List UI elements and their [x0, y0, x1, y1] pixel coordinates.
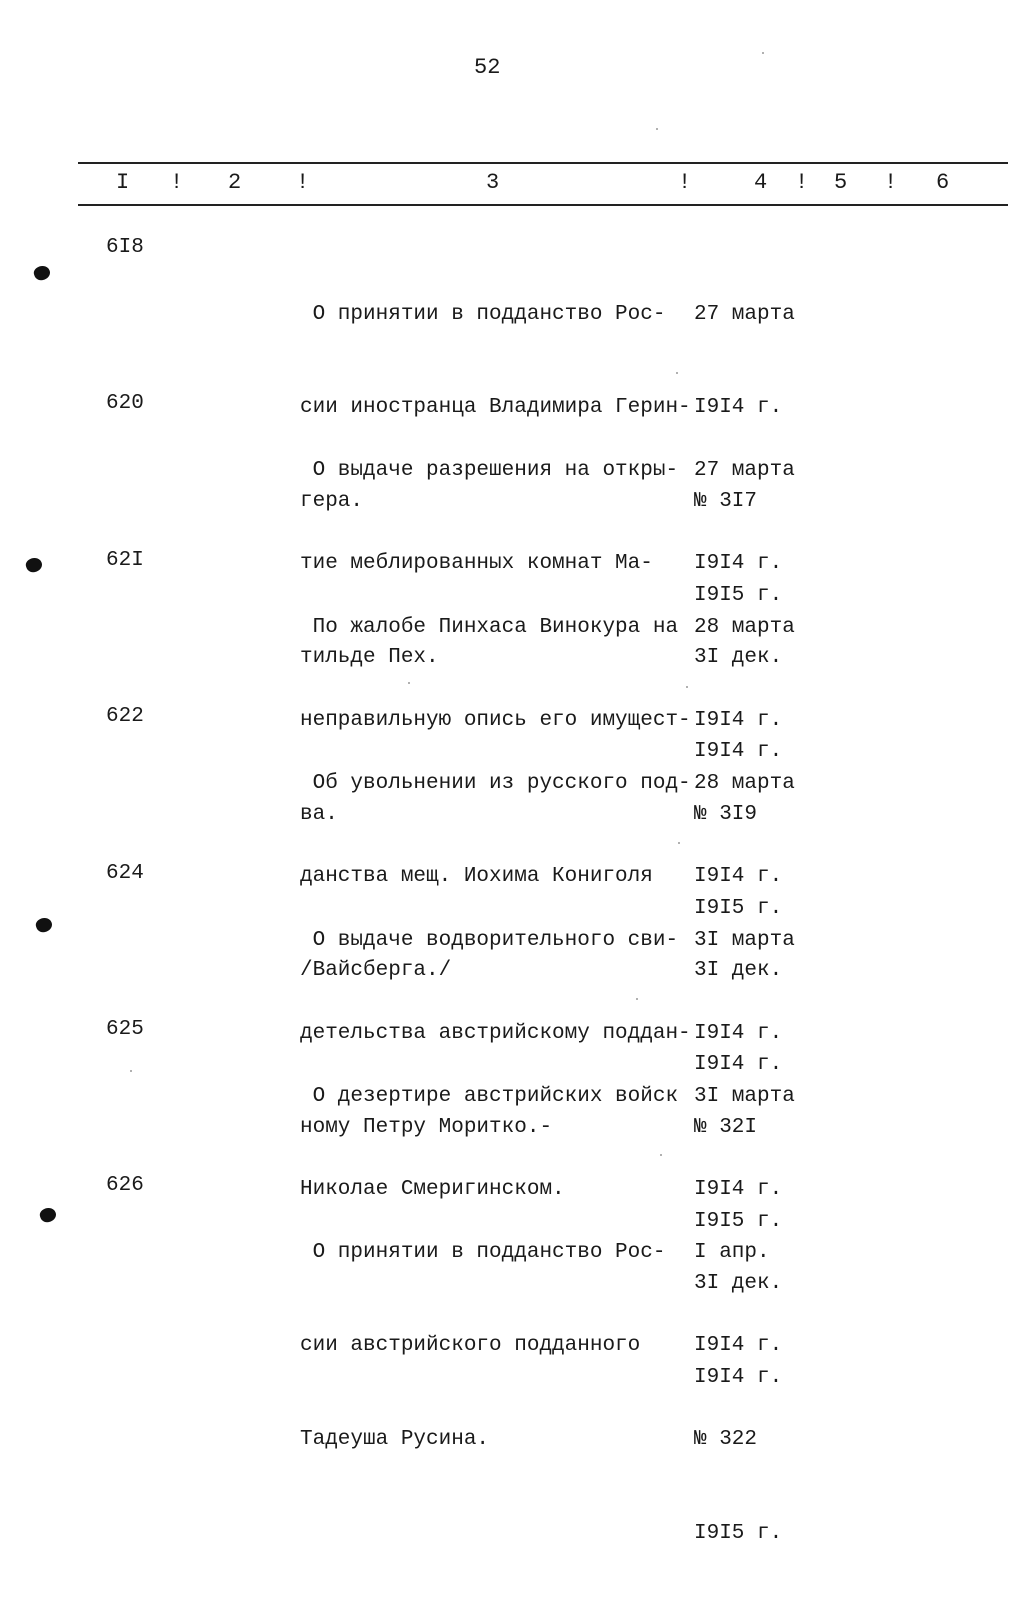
date-line: 27 марта: [694, 302, 795, 326]
column-header-5: 5: [834, 170, 848, 195]
description-line: ва.: [300, 803, 338, 827]
description-line: О выдаче разрешения на откры-: [300, 458, 679, 482]
date-line: 3I марта: [694, 928, 795, 952]
description-line: О принятии в подданство Рос-: [300, 1240, 666, 1264]
entry-number: 622: [106, 705, 144, 728]
description-line: ному Петру Моритко.-: [300, 1116, 553, 1140]
date-line: I9I4 г.: [694, 1053, 783, 1077]
page-number: 52: [474, 55, 501, 80]
date-line: 3I марта: [694, 1084, 795, 1108]
date-line: 28 марта: [694, 771, 795, 795]
description-line: сии австрийского подданного: [300, 1334, 641, 1358]
date-line: I9I4 г.: [694, 396, 783, 420]
description-line: О принятии в подданство Рос-: [300, 302, 666, 326]
date-line: 28 марта: [694, 615, 795, 639]
scan-speck: [636, 998, 638, 1000]
description-line: О выдаче водворительного сви-: [300, 928, 679, 952]
date-line: I9I4 г.: [694, 865, 783, 889]
description-line: гера.: [300, 490, 364, 514]
date-line: I9I4 г.: [694, 1334, 783, 1358]
date-line: I9I4 г.: [694, 1178, 783, 1202]
column-header-6: 6: [936, 170, 950, 195]
entry-number: 62I: [106, 549, 144, 572]
column-header-3: 3: [486, 170, 500, 195]
description-line: О дезертире австрийских войск: [300, 1084, 679, 1108]
description-line: тильде Пех.: [300, 646, 439, 670]
date-line: № 3I7: [694, 490, 758, 514]
date-line: № 32I: [694, 1116, 758, 1140]
scan-speck: [656, 128, 658, 130]
entry-number: 625: [106, 1018, 144, 1041]
entry-number: 620: [106, 392, 144, 415]
description-line: Об увольнении из русского под-: [300, 771, 691, 795]
column-separator: !: [795, 170, 809, 195]
header-top-rule: [78, 162, 1008, 164]
scan-speck: [762, 52, 764, 54]
date-line: I апр.: [694, 1240, 770, 1264]
scan-speck: [660, 1154, 662, 1156]
description-line: тие меблированных комнат Ма-: [300, 552, 653, 576]
column-header-2: 2: [228, 170, 242, 195]
date-line: № 322: [694, 1428, 758, 1452]
description-line: сии иностранца Владимира Герин-: [300, 396, 691, 420]
date-line: № 3I9: [694, 803, 758, 827]
column-separator: !: [296, 170, 310, 195]
scan-speck: [686, 686, 688, 688]
description-line: Николае Смеригинском.: [300, 1178, 565, 1202]
date-line: I9I5 г.: [694, 584, 783, 608]
description-line: По жалобе Пинхаса Винокура на: [300, 615, 679, 639]
date-line: I9I4 г.: [694, 1022, 783, 1046]
description-line: неправильную опись его имущест-: [300, 709, 691, 733]
date-line: I9I4 г.: [694, 552, 783, 576]
scan-speck: [676, 372, 678, 374]
column-separator: !: [884, 170, 898, 195]
date-line: 3I дек.: [694, 959, 783, 983]
date-line: I9I4 г.: [694, 1366, 783, 1390]
column-separator: !: [678, 170, 692, 195]
scan-speck: [408, 682, 410, 684]
date-line: I9I5 г.: [694, 1522, 783, 1546]
date-line: I9I5 г.: [694, 897, 783, 921]
table-header: [0, 170, 1024, 198]
date-line: 3I дек.: [694, 646, 783, 670]
scan-speck: [678, 842, 680, 844]
column-header-1: I: [116, 170, 130, 195]
date-line: I9I4 г.: [694, 740, 783, 764]
description-line: Тадеуша Русина.: [300, 1428, 490, 1452]
entry-number: 624: [106, 862, 144, 885]
description-line: детельства австрийскому поддан-: [300, 1022, 691, 1046]
entry-number: 626: [106, 1174, 144, 1197]
date-line: 3I дек.: [694, 1272, 783, 1296]
header-bottom-rule: [78, 204, 1008, 206]
entry-dates: [694, 1174, 782, 1612]
description-line: данства мещ. Иохима Кониголя: [300, 865, 653, 889]
description-line: /Вайсберга./: [300, 959, 452, 983]
entry-number: 6I8: [106, 236, 144, 259]
date-line: I9I4 г.: [694, 709, 783, 733]
scan-speck: [130, 1070, 132, 1072]
column-separator: !: [170, 170, 184, 195]
table-row: [0, 1174, 1024, 1546]
column-header-4: 4: [754, 170, 768, 195]
date-line: I9I5 г.: [694, 1210, 783, 1234]
date-line: 27 марта: [694, 458, 795, 482]
